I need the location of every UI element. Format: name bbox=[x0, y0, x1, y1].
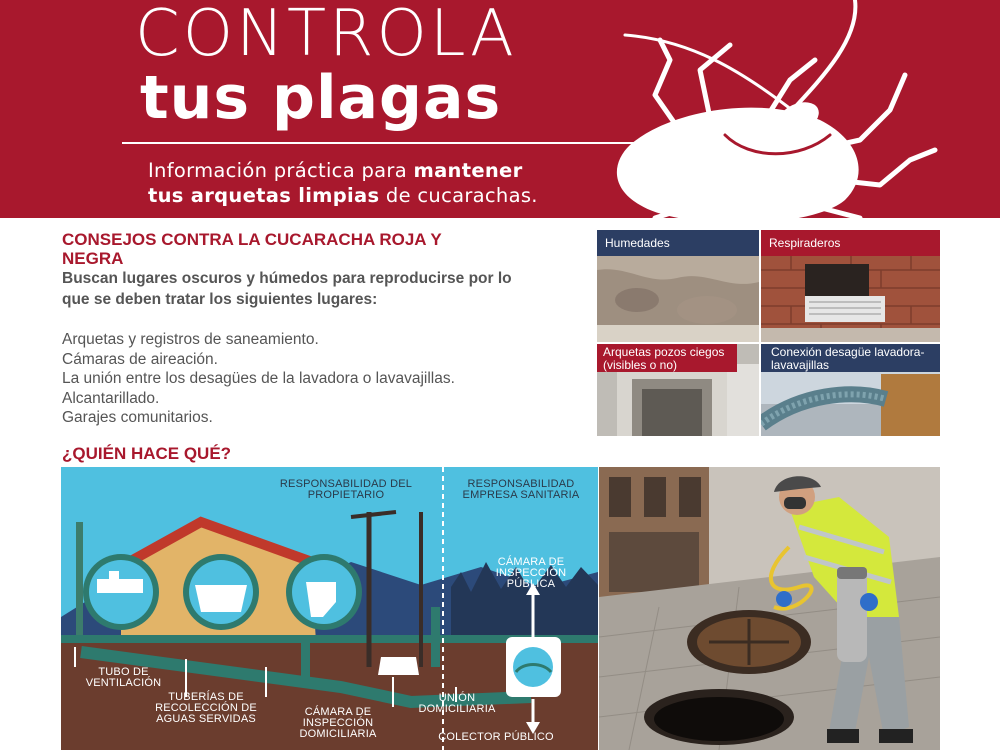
photo-respiraderos bbox=[761, 230, 940, 342]
title-tus-plagas: tus plagas bbox=[140, 63, 502, 133]
label-union: UNIÓN DOMICILIARIA bbox=[418, 692, 496, 715]
photo-grid bbox=[597, 230, 940, 436]
consejos-title: CONSEJOS CONTRA LA CUCARACHA ROJA Y NEGRA bbox=[62, 230, 442, 268]
cockroach-icon bbox=[560, 0, 1000, 218]
title-controla: CONTROLA bbox=[135, 0, 517, 71]
label-tubo-ventilacion: TUBO DE VENTILACIÓN bbox=[85, 666, 162, 689]
label-camara-domiciliaria: CÁMARA DE INSPECCIÓN DOMICILIARIA bbox=[299, 706, 377, 740]
label-arquetas: Arquetas pozos ciegos (visibles o no) bbox=[597, 344, 737, 372]
quien-title: ¿QUIÉN HACE QUÉ? bbox=[62, 444, 232, 463]
list-item: Garajes comunitarios. bbox=[62, 409, 213, 426]
photo-conexion bbox=[761, 344, 940, 436]
list-item: Arquetas y registros de saneamiento. bbox=[62, 331, 319, 348]
sewer-diagram bbox=[61, 467, 598, 750]
label-respiraderos: Respiraderos bbox=[761, 230, 940, 256]
list-item: La unión entre los desagües de la lavadora o lavavajillas. bbox=[62, 370, 455, 387]
places-list bbox=[62, 330, 582, 428]
label-camara-publica: CÁMARA DE INSPECCIÓN PÚBLICA bbox=[495, 556, 567, 590]
label-conexion: Conexión desagüe lavadora-lavavajillas bbox=[761, 344, 940, 372]
label-resp-propietario: RESPONSABILIDAD DEL PROPIETARIO bbox=[279, 478, 413, 501]
list-item: Alcantarillado. bbox=[62, 389, 160, 407]
header-banner bbox=[0, 0, 1000, 218]
photo-worker bbox=[599, 467, 940, 750]
photo-arquetas bbox=[597, 344, 759, 436]
label-humedades: Humedades bbox=[597, 230, 759, 256]
label-resp-empresa: RESPONSABILIDAD EMPRESA SANITARIA bbox=[462, 478, 580, 501]
photo-humedades bbox=[597, 230, 759, 342]
list-item: Cámaras de aireación. bbox=[62, 350, 218, 368]
label-tuberias: TUBERÍAS DE RECOLECCIÓN DE AGUAS SERVIDAS bbox=[155, 691, 257, 725]
banner-subtitle: Información práctica para mantener tus arquetas limpias de cucarachas. bbox=[148, 159, 538, 207]
label-colector: COLECTOR PÚBLICO bbox=[438, 731, 554, 743]
consejos-intro: Buscan lugares oscuros y húmedos para reproducirse por lo que se deben tratar los siguientes lugares: bbox=[62, 270, 512, 308]
